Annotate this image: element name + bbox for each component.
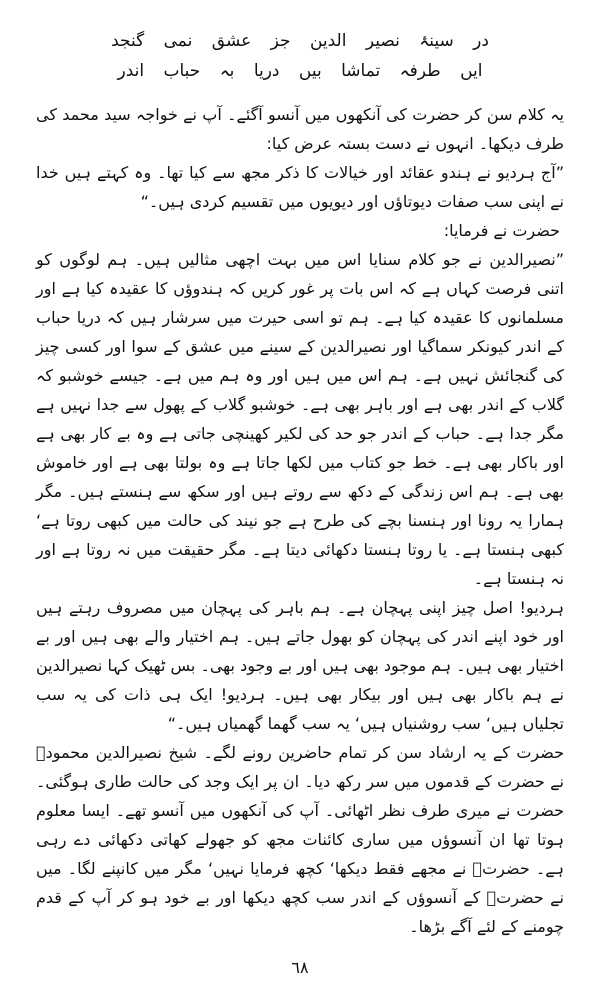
verse-line-1: در سینۂ نصیر الدین جز عشق نمی گنجد	[111, 31, 489, 51]
paragraph-3: حضرت کے یہ ارشاد سن کر تمام حاضرین رونے لگے۔ شیخ نصیرالدین محمودؒ نے حضرت کے قدموں میں سر رکھ دیا۔ ان پر ایک وجد کی حالت طاری ہوگئی۔ حضرت نے میری طرف نظر اٹھائی۔ آپ کی آنکھوں میں آنسو تھے۔ ایسا معلوم ہوتا تھا ان آنسوؤں میں ساری کائنات مجھ کو جھولے کھاتی دکھائی دے رہی ہے۔ حضرتؒ نے مجھے فقط دیکھا‘ کچھ فرمایا نہیں‘ مگر میں کانپنے لگا۔ میں نے حضرتؒ کے آنسوؤں کے اندر سب کچھ دیکھا اور بے خود ہو کر آپ کے قدم چومنے کے لئے آگے بڑھا۔	[36, 743, 564, 936]
quote-1: ”آج ہردیو نے ہندو عقائد اور خیالات کا ذکر مجھ سے کیا تھا۔ وہ کہتے ہیں خدا نے اپنی سب صفات دیوتاؤں اور دیویوں میں تقسیم کردی ہیں۔“	[36, 163, 564, 211]
persian-verse	[36, 26, 564, 86]
quote-2: ”نصیرالدین نے جو کلام سنایا اس میں بہت اچھی مثالیں ہیں۔ ہم لوگوں کو اتنی فرصت کہاں ہے کہ اس بات پر غور کریں کہ ہندوؤں کا عقیدہ کیا ہے اور مسلمانوں کا عقیدہ کیا ہے۔ ہم تو اسی حیرت میں سرشار ہیں کہ دریا حباب کے اندر کیونکر سماگیا اور نصیرالدین کے سینے میں عشق کے سوا اور کسی چیز کی گنجائش نہیں ہے۔ ہم اس میں ہیں اور وہ ہم میں ہے۔ جیسے خوشبو کہ گلاب کے اندر بھی ہے اور باہر بھی ہے۔ خوشبو گلاب کے پھول سے جدا نہیں ہے مگر جدا ہے۔ حباب کے اندر جو حد کی لکیر کھینچی جاتی ہے وہ بے کار بھی ہے اور باکار بھی ہے۔ خط جو کتاب میں لکھا جاتا ہے وہ بولتا بھی ہے اور خاموش بھی ہے۔ ہم اس زندگی کے دکھ سے روتے ہیں اور سکھ سے ہنستے ہیں۔ مگر ہمارا یہ رونا اور ہنسنا بچے کی طرح ہے جو نیند کی حالت میں کبھی روتا ہے‘ کبھی ہنستا ہے۔ یا روتا ہنستا دکھائی دیتا ہے۔ مگر حقیقت میں نہ روتا ہے اور نہ ہنستا ہے۔	[36, 250, 564, 588]
page-number: ٦٨	[291, 958, 309, 977]
body-text	[36, 100, 564, 941]
speaker-line: حضرت نے فرمایا:	[443, 221, 560, 240]
paragraph-2: ہردیو! اصل چیز اپنی پہچان ہے۔ ہم باہر کی پہچان میں مصروف رہتے ہیں اور خود اپنے اندر کی پہچان کو بھول جاتے ہیں۔ ہم اختیار والے بھی ہیں اور بے اختیار بھی ہیں۔ ہم موجود بھی ہیں اور بے وجود بھی۔ بس ٹھیک کہا نصیرالدین نے ہم باکار بھی ہیں اور بیکار بھی ہیں۔ ہردیو! ایک ہی ذات کی یہ سب تجلیاں ہیں‘ سب روشنیاں ہیں‘ یہ سب گھما گھمیاں ہیں۔“	[36, 598, 564, 733]
paragraph-1: یہ کلام سن کر حضرت کی آنکھوں میں آنسو آگئے۔ آپ نے خواجہ سید محمد کی طرف دیکھا۔ انہوں نے دست بستہ عرض کیا:	[36, 105, 564, 153]
verse-line-2: ایں طرفہ تماشا بیں دریا بہ حباب اندر	[117, 61, 483, 81]
